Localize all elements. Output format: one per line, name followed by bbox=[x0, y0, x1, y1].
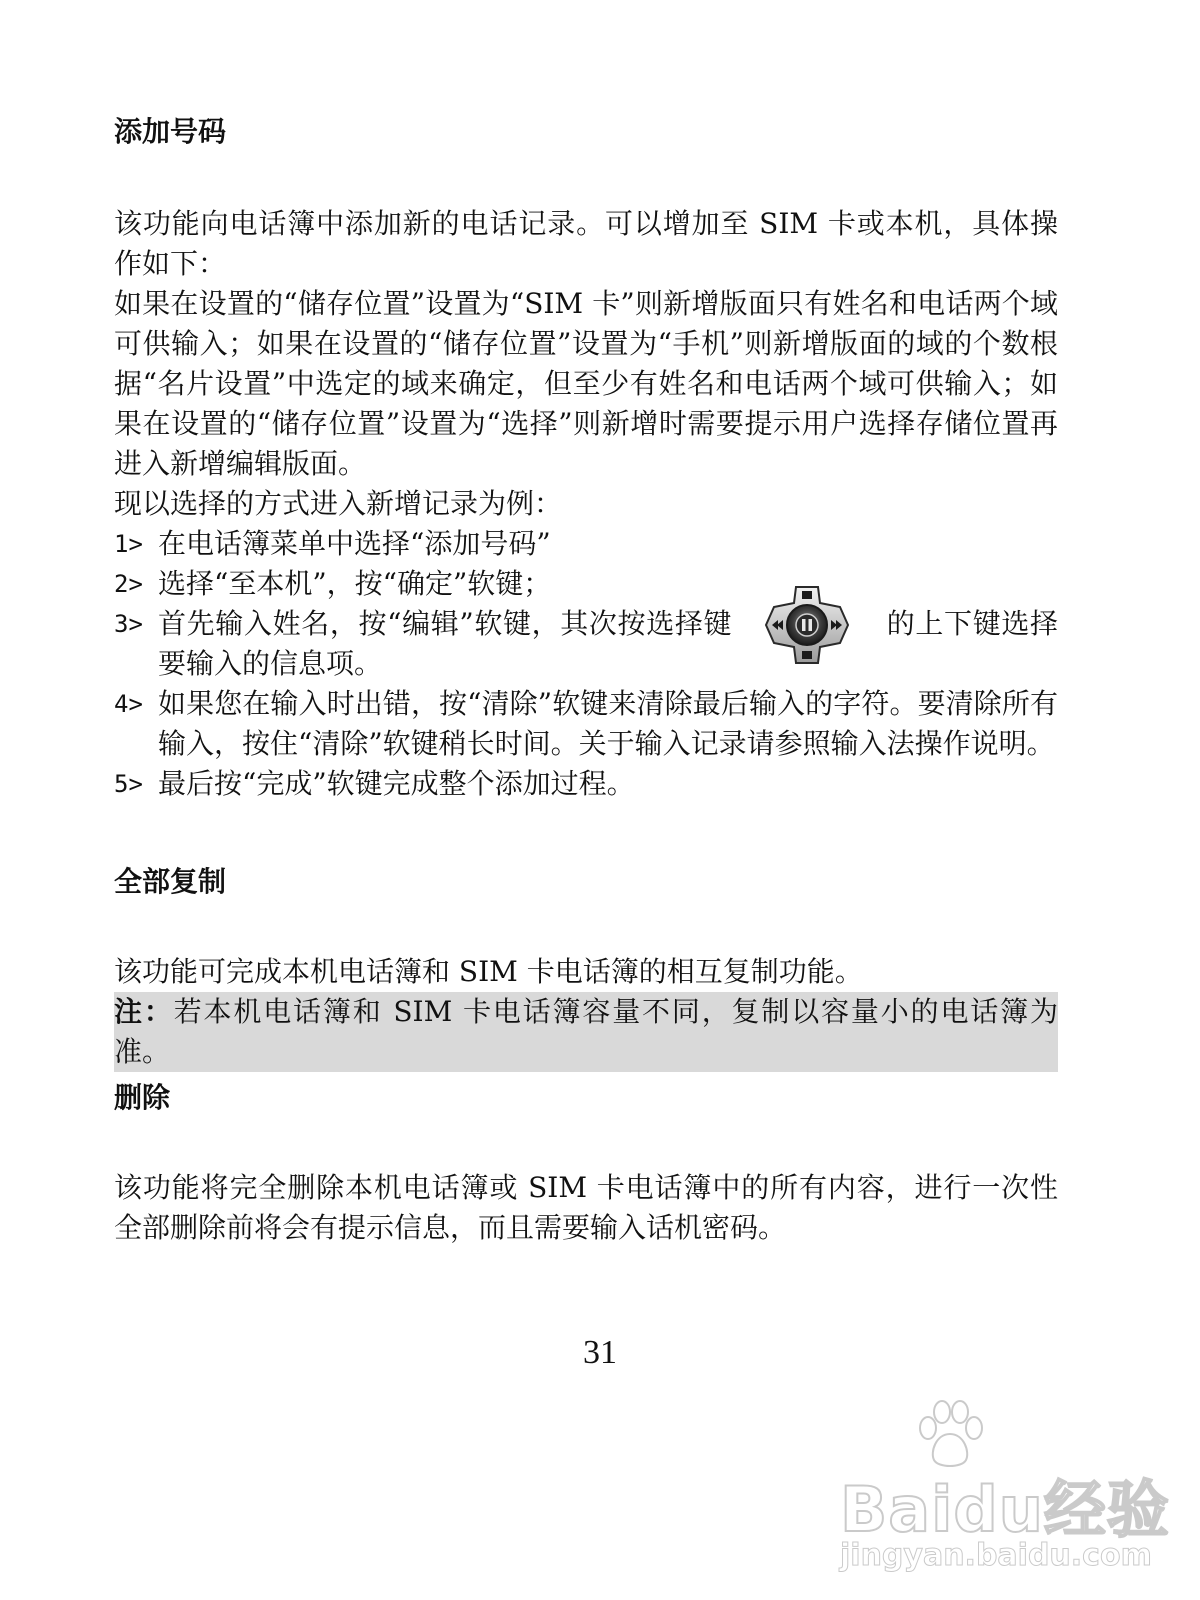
step-text bbox=[158, 604, 1058, 684]
step-number: 1> bbox=[114, 530, 143, 558]
section-heading-delete: 删除 bbox=[114, 1081, 171, 1114]
step-item bbox=[114, 764, 1058, 804]
add-number-detail: 如果在设置的“储存位置”设置为“SIM 卡”则新增版面只有姓名和电话两个域可供输入；如果在设置的“储存位置”设置为“手机”则新增版面的域的个数根据“名片设置”中选定的域来确定，但至少有姓名和电话两个域可供输入；如果在设置的“储存位置”设置为“选择”则新增时需要提示用户选择存储位置再进入新增编辑版面。 bbox=[114, 287, 1058, 480]
step-number: 3> bbox=[114, 610, 143, 638]
step-item bbox=[114, 524, 1058, 564]
section-heading-copy-all: 全部复制 bbox=[114, 865, 227, 898]
step-text-before-icon: 首先输入姓名，按“编辑”软键，其次按选择键 bbox=[158, 607, 733, 640]
add-number-intro: 该功能向电话簿中添加新的电话记录。可以增加至 SIM 卡或本机，具体操作如下： bbox=[114, 207, 1058, 280]
add-number-steps bbox=[114, 524, 1058, 804]
step-text: 选择“至本机”，按“确定”软键； bbox=[158, 567, 552, 600]
step-number: 4> bbox=[114, 690, 143, 718]
copy-all-body bbox=[114, 952, 1058, 1072]
baidu-watermark bbox=[840, 1400, 1170, 1580]
step-item bbox=[114, 604, 1058, 684]
step-text: 如果您在输入时出错，按“清除”软键来清除最后输入的字符。要清除所有输入，按住“清除”软键稍长时间。关于输入记录请参照输入法操作说明。 bbox=[158, 687, 1058, 760]
delete-body bbox=[114, 1168, 1058, 1248]
watermark-url: jingyan.baidu.com bbox=[840, 1538, 1152, 1573]
step-number: 2> bbox=[114, 570, 143, 598]
step-text: 在电话簿菜单中选择“添加号码” bbox=[158, 527, 551, 560]
copy-all-note bbox=[114, 992, 1058, 1072]
page-number: 31 bbox=[583, 1334, 617, 1371]
step-number: 5> bbox=[114, 770, 143, 798]
add-number-example: 现以选择的方式进入新增记录为例： bbox=[114, 487, 563, 520]
step-text: 最后按“完成”软键完成整个添加过程。 bbox=[158, 767, 635, 800]
note-text: 若本机电话簿和 SIM 卡电话簿容量不同，复制以容量小的电话簿为准。 bbox=[114, 995, 1058, 1068]
step-item bbox=[114, 684, 1058, 764]
add-number-body bbox=[114, 204, 1058, 804]
copy-all-text: 该功能可完成本机电话簿和 SIM 卡电话簿的相互复制功能。 bbox=[114, 955, 863, 988]
delete-text: 该功能将完全删除本机电话簿或 SIM 卡电话簿中的所有内容，进行一次性全部删除前将会有提示信息，而且需要输入话机密码。 bbox=[114, 1171, 1058, 1244]
step-item bbox=[114, 564, 1058, 604]
watermark-brand: Baidu经验 bbox=[840, 1473, 1170, 1546]
section-heading-add-number: 添加号码 bbox=[114, 115, 227, 148]
step-text-after-icon: 的上下键选择要输入的信息项。 bbox=[158, 607, 1058, 680]
note-label: 注： bbox=[114, 995, 174, 1028]
nav-key-icon bbox=[762, 583, 852, 667]
